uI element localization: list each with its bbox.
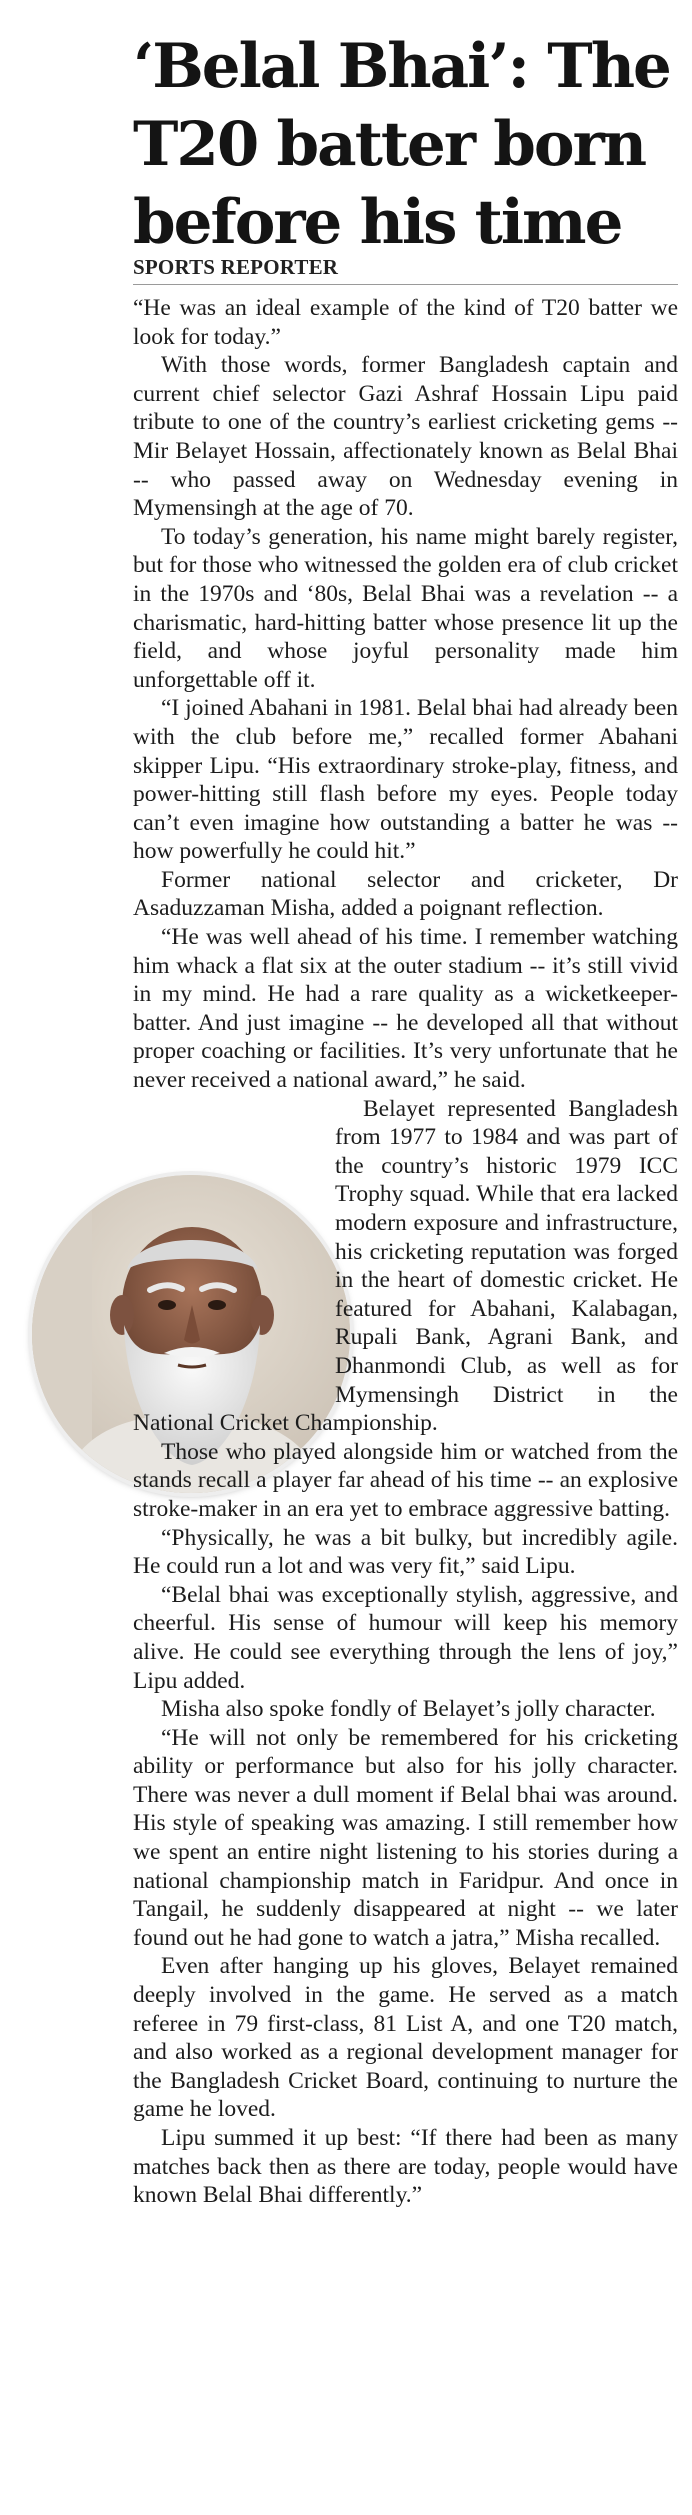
paragraph: “I joined Abahani in 1981. Belal bhai had already been with the club before me,” recalled former Abahani skipper Lipu. “His extraordinary stroke-play, fitness, and power-hitting still flash before my eyes. People today can’t even imagine how outstanding a batter he was -- how powerfully he could hit.”	[133, 695, 678, 865]
paragraph: Belayet represented Bangladesh from 1977 to 1984 and was part of the country’s historic 1979 ICC Trophy squad. While that era lacked modern exposure and infrastructure, his cricketing reputation was forged in the heart of domestic cricket. He featured for Abahani, Kalabagan, Rupali Bank, Agrani Bank, and Dhanmondi Club, as well as for Mymensingh District in the National Cricket Championship.	[133, 1095, 678, 1437]
byline-divider	[133, 284, 678, 285]
paragraph: “He will not only be remembered for his cricketing ability or performance but also for his jolly character. There was never a dull moment if Belal bhai was around. His style of speaking was amazing. I still remember how we spent an entire night listening to his stories during a national championship match in Faridpur. And once in Tangail, he suddenly disappeared at night -- we later found out he had gone to watch a jatra,” Misha recalled.	[133, 1724, 678, 1951]
article-body	[133, 294, 678, 2210]
paragraph: With those words, former Bangladesh captain and current chief selector Gazi Ashraf Hossain Lipu paid tribute to one of the country’s earliest cricketing gems -- Mir Belayet Hossain, affectionately known as Belal Bhai -- who passed away on Wednesday evening in Mymensingh at the age of 70.	[133, 352, 678, 522]
paragraph: To today’s generation, his name might barely register, but for those who witnessed the golden era of club cricket in the 1970s and ‘80s, Belal Bhai was a revelation -- a charismatic, hard-hitting batter whose presence lit up the field, and whose joyful personality made him unforgettable off it.	[133, 523, 678, 693]
headline-line: before his time	[133, 187, 622, 258]
paragraph: “He was an ideal example of the kind of T20 batter we look for today.”	[133, 295, 678, 350]
paragraph: Misha also spoke fondly of Belayet’s jolly character.	[161, 1696, 656, 1723]
paragraph: Those who played alongside him or watched from the stands recall a player far ahead of his time -- an explosive stroke-maker in an era yet to embrace aggressive batting.	[133, 1438, 678, 1522]
headline	[133, 28, 678, 262]
photo-wrap-space	[0, 1092, 335, 1424]
byline: SPORTS REPORTER	[133, 255, 339, 279]
paragraph: “He was well ahead of his time. I remember watching him whack a flat six at the outer stadium -- it’s still vivid in my mind. He had a rare quality as a wicketkeeper-batter. And just imagine -- he developed all that without proper coaching or facilities. It’s very unfortunate that he never received a national award,” he said.	[133, 924, 678, 1094]
paragraph: “Belal bhai was exceptionally stylish, aggressive, and cheerful. His sense of humour will keep his memory alive. He could see everything through the lens of joy,” Lipu added.	[133, 1581, 678, 1694]
paragraph: Lipu summed it up best: “If there had been as many matches back then as there are today, people would have known Belal Bhai differently.”	[133, 2125, 678, 2209]
paragraph: Former national selector and cricketer, Dr Asaduzzaman Misha, added a poignant reflection.	[133, 866, 678, 922]
paragraph: Even after hanging up his gloves, Belayet remained deeply involved in the game. He served as a match referee in 79 first-class, 81 List A, and one T20 match, and also worked as a regional development manager for the Bangladesh Cricket Board, continuing to nurture the game he loved.	[133, 1953, 678, 2123]
headline-line: ‘Belal Bhai’: The	[133, 31, 670, 102]
paragraph: “Physically, he was a bit bulky, but incredibly agile. He could run a lot and was very fit,” said Lipu.	[133, 1524, 678, 1580]
headline-line: T20 batter born	[133, 109, 646, 180]
